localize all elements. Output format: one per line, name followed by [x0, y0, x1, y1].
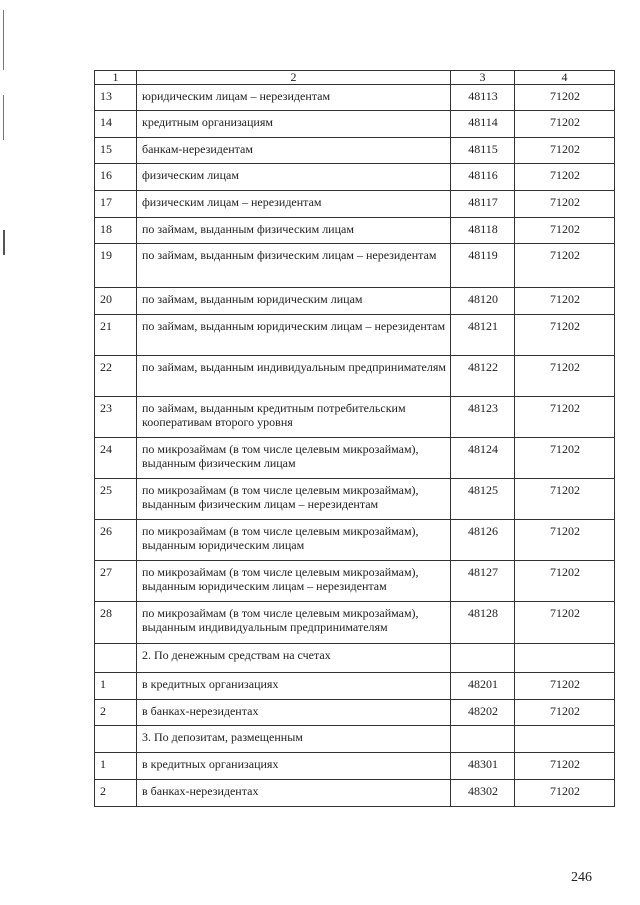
- table-cell-c2: по микрозаймам (в том числе целевым микрозаймам), выданным физическим лицам – нерезидентам: [137, 479, 451, 520]
- table-cell-c1: 1: [95, 753, 137, 780]
- table-row: [95, 726, 615, 753]
- table-cell-c3: 48126: [451, 520, 515, 561]
- table-cell-c2: физическим лицам: [137, 164, 451, 191]
- table-row: [95, 315, 615, 356]
- table-cell-c2: по займам, выданным кредитным потребительским кооперативам второго уровня: [137, 397, 451, 438]
- table-cell-c3: 48125: [451, 479, 515, 520]
- table-cell-c3: 48115: [451, 138, 515, 164]
- table-cell-c4: 71202: [515, 244, 615, 288]
- table-row: [95, 111, 615, 138]
- table-cell-c2: по микрозаймам (в том числе целевым микрозаймам), выданным индивидуальным предпринимателям: [137, 602, 451, 644]
- table-cell-c4: 71202: [515, 397, 615, 438]
- table-cell-c4: 71202: [515, 356, 615, 397]
- table-cell-c3: 48127: [451, 561, 515, 602]
- table-cell-c1: 2: [95, 780, 137, 807]
- table-row: [95, 288, 615, 315]
- table-cell-c1: 24: [95, 438, 137, 479]
- table-cell-c3: 48117: [451, 191, 515, 218]
- table-cell-c3: 48113: [451, 85, 515, 111]
- table-cell-c4: 71202: [515, 673, 615, 700]
- table-cell-c4: 71202: [515, 602, 615, 644]
- table-cell-c3: 48128: [451, 602, 515, 644]
- table-cell-c2: по микрозаймам (в том числе целевым микрозаймам), выданным юридическим лицам: [137, 520, 451, 561]
- table-row: [95, 356, 615, 397]
- table-cell-c2: в кредитных организациях: [137, 673, 451, 700]
- accounts-table: [94, 70, 615, 807]
- table-row: [95, 164, 615, 191]
- table-cell-c1: 16: [95, 164, 137, 191]
- table-cell-c2: по займам, выданным индивидуальным предпринимателям: [137, 356, 451, 397]
- table-cell-c2: по займам, выданным физическим лицам – нерезидентам: [137, 244, 451, 288]
- header-col-4: 4: [515, 71, 615, 85]
- table-cell-c4: 71202: [515, 700, 615, 726]
- table-cell-c3: 48119: [451, 244, 515, 288]
- table-cell-c1: 27: [95, 561, 137, 602]
- table-row: [95, 700, 615, 726]
- table-cell-c3: 48122: [451, 356, 515, 397]
- table-cell-c2: физическим лицам – нерезидентам: [137, 191, 451, 218]
- table-cell-c1: 28: [95, 602, 137, 644]
- table-cell-c2: в кредитных организациях: [137, 753, 451, 780]
- table-cell-c2: по займам, выданным юридическим лицам – нерезидентам: [137, 315, 451, 356]
- table-cell-c1: 21: [95, 315, 137, 356]
- table-row: [95, 602, 615, 644]
- table-cell-c1: [95, 726, 137, 753]
- table-cell-c4: 71202: [515, 111, 615, 138]
- table-cell-c2: в банках-нерезидентах: [137, 780, 451, 807]
- table-cell-c1: 26: [95, 520, 137, 561]
- table-cell-c2: в банках-нерезидентах: [137, 700, 451, 726]
- table-cell-c2: 3. По депозитам, размещенным: [137, 726, 451, 753]
- table-cell-c3: 48301: [451, 753, 515, 780]
- table-cell-c4: 71202: [515, 780, 615, 807]
- table-row: [95, 780, 615, 807]
- table-cell-c4: 71202: [515, 191, 615, 218]
- table-cell-c1: 14: [95, 111, 137, 138]
- table-cell-c3: 48118: [451, 218, 515, 244]
- table-row: [95, 673, 615, 700]
- table-cell-c3: 48202: [451, 700, 515, 726]
- table-row: [95, 218, 615, 244]
- table-cell-c4: 71202: [515, 561, 615, 602]
- table-cell-c3: 48116: [451, 164, 515, 191]
- table-cell-c2: по займам, выданным физическим лицам: [137, 218, 451, 244]
- table-cell-c4: 71202: [515, 438, 615, 479]
- table-cell-c4: 71202: [515, 218, 615, 244]
- table-cell-c2: юридическим лицам – нерезидентам: [137, 85, 451, 111]
- table-cell-c4: 71202: [515, 138, 615, 164]
- table-cell-c1: 17: [95, 191, 137, 218]
- header-col-1: 1: [95, 71, 137, 85]
- table-cell-c3: 48120: [451, 288, 515, 315]
- table-row: [95, 85, 615, 111]
- table-cell-c1: 1: [95, 673, 137, 700]
- table-row: [95, 479, 615, 520]
- table-row: [95, 753, 615, 780]
- table-cell-c3: 48124: [451, 438, 515, 479]
- table-cell-c4: 71202: [515, 164, 615, 191]
- scan-margin-marks: [0, 0, 12, 905]
- table-cell-c1: 15: [95, 138, 137, 164]
- table-cell-c4: 71202: [515, 479, 615, 520]
- table-header-row: [95, 71, 615, 85]
- table-cell-c2: кредитным организациям: [137, 111, 451, 138]
- table-cell-c1: 20: [95, 288, 137, 315]
- table-cell-c1: 23: [95, 397, 137, 438]
- table-cell-c3: 48114: [451, 111, 515, 138]
- table-cell-c3: [451, 644, 515, 673]
- table-cell-c3: 48123: [451, 397, 515, 438]
- table-row: [95, 244, 615, 288]
- table-cell-c3: [451, 726, 515, 753]
- header-col-3: 3: [451, 71, 515, 85]
- table-cell-c2: банкам-нерезидентам: [137, 138, 451, 164]
- table-row: [95, 397, 615, 438]
- table-cell-c4: 71202: [515, 753, 615, 780]
- table-cell-c4: 71202: [515, 288, 615, 315]
- table-cell-c3: 48201: [451, 673, 515, 700]
- table-cell-c2: 2. По денежным средствам на счетах: [137, 644, 451, 673]
- table-row: [95, 191, 615, 218]
- header-col-2: 2: [137, 71, 451, 85]
- table-cell-c3: 48121: [451, 315, 515, 356]
- table-cell-c4: 71202: [515, 85, 615, 111]
- table-cell-c1: 25: [95, 479, 137, 520]
- table-row: [95, 644, 615, 673]
- table-cell-c4: 71202: [515, 520, 615, 561]
- table-cell-c2: по займам, выданным юридическим лицам: [137, 288, 451, 315]
- table-cell-c1: 22: [95, 356, 137, 397]
- table-cell-c4: [515, 726, 615, 753]
- table-row: [95, 138, 615, 164]
- table-cell-c4: [515, 644, 615, 673]
- table-row: [95, 438, 615, 479]
- table-cell-c1: 2: [95, 700, 137, 726]
- table-cell-c1: 13: [95, 85, 137, 111]
- table-cell-c1: 18: [95, 218, 137, 244]
- table-cell-c2: по микрозаймам (в том числе целевым микрозаймам), выданным физическим лицам: [137, 438, 451, 479]
- table-cell-c1: 19: [95, 244, 137, 288]
- table-cell-c1: [95, 644, 137, 673]
- page-number: 246: [571, 870, 592, 885]
- table-row: [95, 520, 615, 561]
- table-row: [95, 561, 615, 602]
- table-cell-c2: по микрозаймам (в том числе целевым микрозаймам), выданным юридическим лицам – нерезидентам: [137, 561, 451, 602]
- table-cell-c4: 71202: [515, 315, 615, 356]
- table-cell-c3: 48302: [451, 780, 515, 807]
